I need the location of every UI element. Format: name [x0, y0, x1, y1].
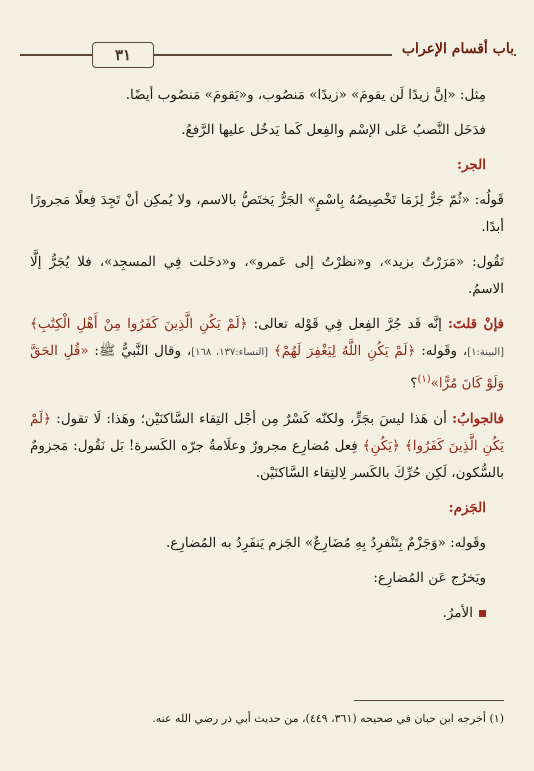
quran-verse: ﴿لَمْ يَكُنِ الَّذِينَ كَفَرُوا مِنْ أَهْلِ الْكِتَٰبِ﴾: [30, 316, 248, 332]
text: أن هَذا ليسَ بجَرٍّ، ولكنّه كَسْرٌ مِن أجْل التِقاء السَّاكنَيْن؛ وهَذا: لَا تقول:: [56, 410, 447, 427]
page-body: [30, 82, 504, 635]
paragraph-objection: [30, 311, 504, 398]
text: ، وقال النَّبيُّ ﷺ:: [94, 343, 192, 359]
section-heading-jarr: الجر:: [456, 157, 486, 173]
hadith-text: «قُلِ الحَقَّ وَلَوْ كَانَ مُرًّا»: [30, 343, 504, 392]
quran-word: ﴿يَكُنِ﴾: [362, 437, 400, 454]
paragraph-answer: [30, 406, 504, 487]
footnote-marker[interactable]: (١): [417, 374, 431, 385]
text: ؟: [410, 375, 418, 392]
text: ، وقَوله:: [421, 343, 468, 359]
answer-lead: فالجوابُ:: [452, 410, 504, 427]
chapter-title: باب أقسام الإعراب: [392, 41, 514, 57]
paragraph: تَقُول: «مَرَرْتُ بزيد»، و«نظرْتُ إلى عَمرو»، و«دخَلت فِي المسجِد»، فلا يُجَرُّ إلَّا الاسمُ.: [30, 254, 504, 297]
objection-lead: فإنْ قلتَ:: [447, 316, 505, 332]
quran-verse: ﴿لَمْ يَكُنِ الَّذِينَ كَفَرُوا﴾: [30, 410, 504, 454]
paragraph: وقَوله: «وَجَزْمٌ بِتَنْفرِدُ بِهِ مُضَارِعٌ» الجَزم يَنفَرِدُ به المُضارِع.: [165, 534, 486, 551]
page-header: [20, 40, 516, 70]
text: إنَّه قَد جُرَّ الفِعل فِي قَوْله تعالى:: [253, 316, 442, 332]
square-bullet-icon: [479, 610, 486, 617]
paragraph: ويَخرُج عَن المُضارِع:: [373, 569, 486, 586]
paragraph: فدَخَل النَّصبُ عَلى الإسْم والفِعل كَما يَدخُل عليها الرَّفعُ.: [181, 122, 486, 138]
paragraph: قَولُه: «ثُمّ جَرٌّ لِزَمَا تَخْصِيصُهُ بِاسْمٍ» الجَرُّ يَختَصُّ بالاسم، ولا يُمكِن أنْ تَجِدَ فِعلًا مَجرورًا أبدًا.: [30, 192, 504, 235]
footnote-rule: [354, 700, 504, 701]
list-item: [30, 600, 504, 627]
text: فِعل مُضارِع مجرورٌ وعلَامةُ جرّه الكَسرة! بَل نَقُول: مَجزومٌ بالسُّكون، لَكِن حُرِّكَ بالكَسر لِالتِقاء السَّاكنَيْن.: [30, 437, 504, 481]
list-item-label: الأمرُ.: [442, 604, 473, 621]
page-number: ٣١: [92, 42, 154, 68]
footnote: (١) أخرجه ابن حبان في صحيحه (٣٦١، ٤٤٩)، من حديث أبي ذر رضي الله عنه.: [152, 712, 504, 725]
section-heading-jazm: الجَزم:: [448, 499, 486, 516]
paragraph: مِثل: «إنَّ زيدًا لَن يقومَ» «زيدًا» مَنصُوب، و«يَقومَ» مَنصُوب أيضًا.: [125, 87, 486, 103]
verse-reference: [النساء:١٣٧، ١٦٨]: [191, 347, 269, 358]
verse-reference: [البينة:١]: [467, 347, 505, 358]
quran-verse: ﴿لَمْ يَكُنِ اللَّهُ لِيَغْفِرَ لَهُمْ﴾: [273, 343, 416, 359]
